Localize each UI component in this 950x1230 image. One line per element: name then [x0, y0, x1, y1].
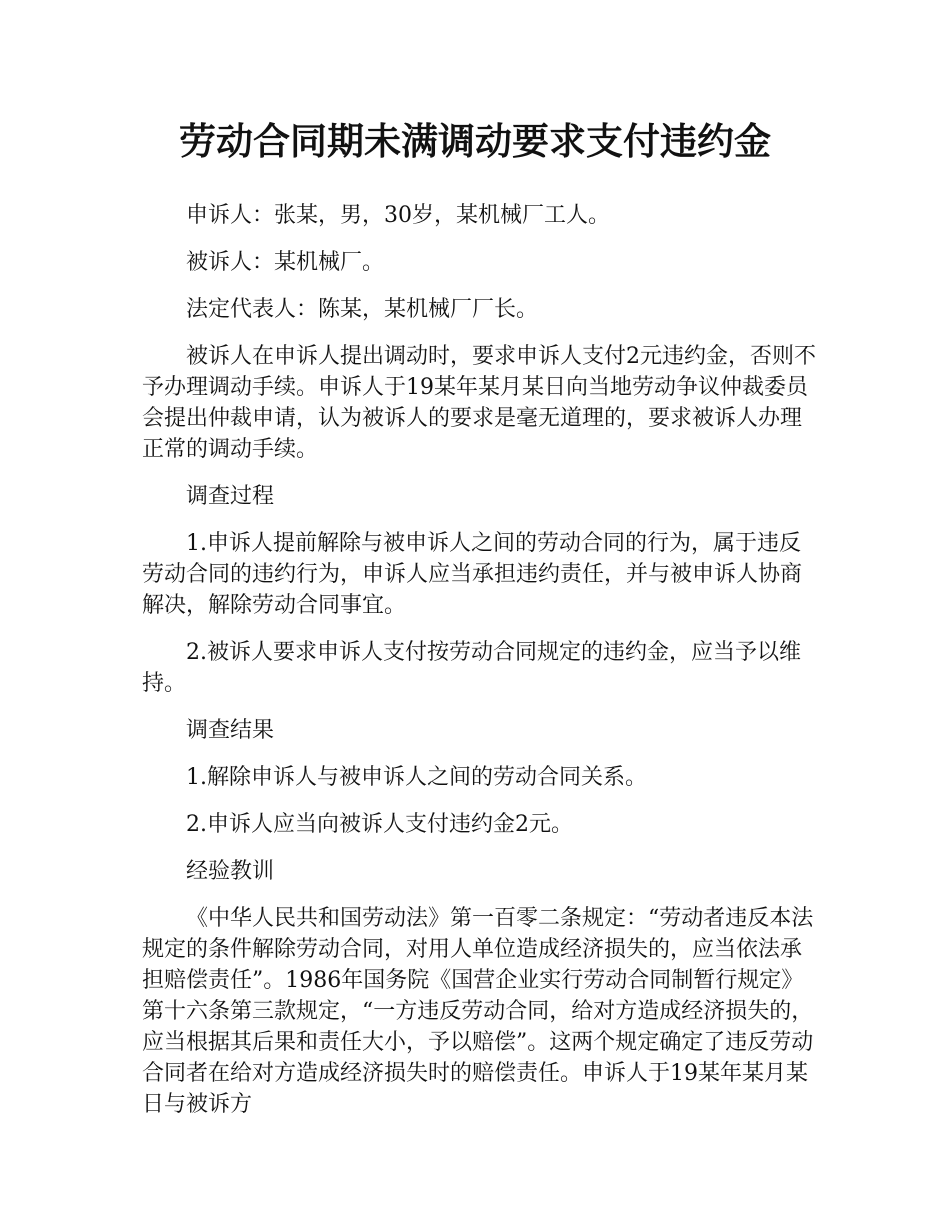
section-heading-investigation-process: 调查过程 — [186, 484, 275, 509]
paragraph-process-item-1: 1.申诉人提前解除与被申诉人之间的劳动合同的行为，属于违反劳动合同的违约行为，申诉人应当承担违约责任，并与被申诉人协商解决，解除劳动合同事宜。 — [142, 531, 803, 618]
paragraph-respondent: 被诉人：某机械厂。 — [186, 250, 385, 275]
document-title: 劳动合同期未满调动要求支付违约金 — [179, 120, 771, 163]
paragraph-lessons-body: 《中华人民共和国劳动法》第一百零二条规定：“劳动者违反本法规定的条件解除劳动合同，对用人单位造成经济损失的，应当依法承担赔偿责任”。1986年国务院《国营企业实行劳动合同制暂行规定》第十六条第三款规定，“一方违反劳动合同，给对方造成经济损失的，应当根据其后果和责任大小，予以赔偿”。这两个规定确定了违反劳动合同者在给对方造成经济损失时的赔偿责任。申诉人于19某年某月某日与被诉方 — [142, 906, 814, 1117]
section-heading-lessons: 经验教训 — [186, 859, 275, 884]
paragraph-result-item-2: 2.申诉人应当向被诉人支付违约金2元。 — [186, 812, 573, 837]
paragraph-complainant: 申诉人：张某，男，30岁，某机械厂工人。 — [186, 203, 610, 228]
section-heading-investigation-result: 调查结果 — [186, 718, 275, 743]
document-body — [142, 200, 822, 1136]
paragraph-legal-representative: 法定代表人：陈某，某机械厂厂长。 — [186, 297, 539, 322]
paragraph-case-facts: 被诉人在申诉人提出调动时，要求申诉人支付2元违约金，否则不予办理调动手续。申诉人于19某年某月某日向当地劳动争议仲裁委员会提出仲裁申请，认为被诉人的要求是毫无道理的，要求被诉人办理正常的调动手续。 — [142, 344, 816, 462]
paragraph-result-item-1: 1.解除申诉人与被申诉人之间的劳动合同关系。 — [186, 765, 647, 790]
paragraph-process-item-2: 2.被诉人要求申诉人支付按劳动合同规定的违约金，应当予以维持。 — [142, 640, 801, 696]
